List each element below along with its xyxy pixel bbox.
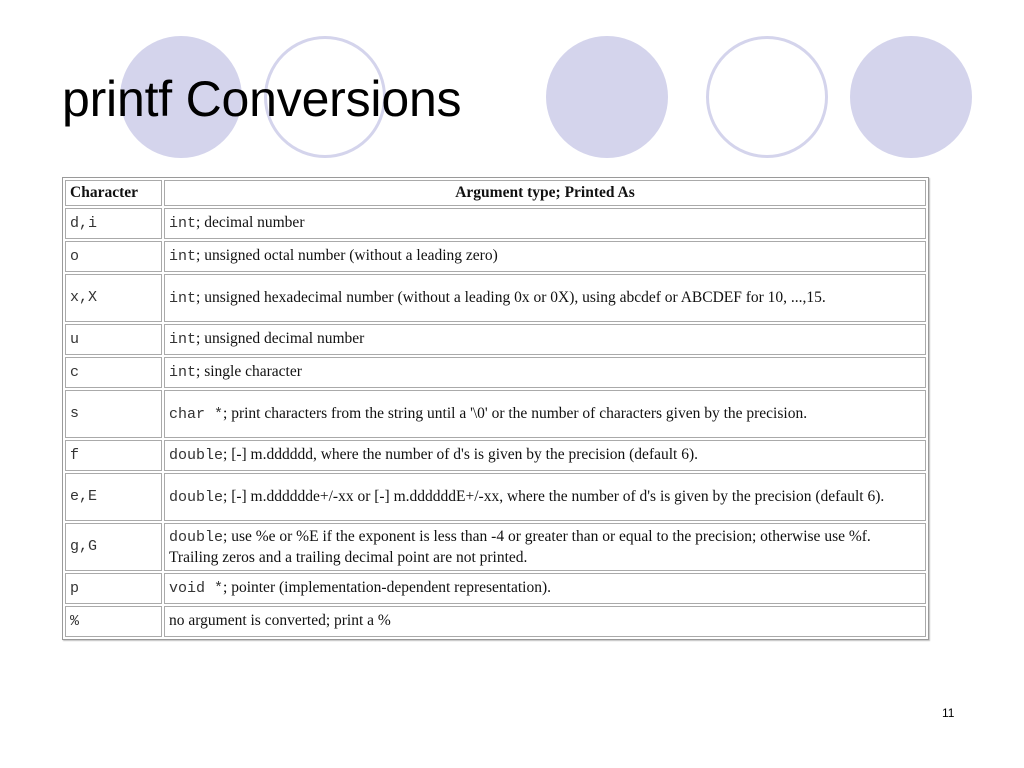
description-cell bbox=[164, 523, 926, 571]
table-row bbox=[65, 440, 926, 471]
type-code: int bbox=[169, 289, 197, 307]
description-text: ; [-] m.dddddd, where the number of d's is given by the precision (default 6). bbox=[223, 446, 699, 463]
description-cell bbox=[164, 573, 926, 604]
character-cell: p bbox=[65, 573, 162, 604]
description-cell bbox=[164, 274, 926, 322]
table-row bbox=[65, 523, 926, 571]
character-cell: x,X bbox=[65, 274, 162, 322]
table-row bbox=[65, 473, 926, 521]
header-argument-type: Argument type; Printed As bbox=[164, 180, 926, 206]
character-cell: c bbox=[65, 357, 162, 388]
description-text: ; unsigned decimal number bbox=[196, 330, 365, 347]
description-cell bbox=[164, 606, 926, 637]
table-row bbox=[65, 573, 926, 604]
type-code: char * bbox=[169, 405, 224, 423]
type-code: int bbox=[169, 331, 197, 348]
description-text: ; single character bbox=[196, 363, 302, 380]
character-cell: o bbox=[65, 241, 162, 272]
type-code: int bbox=[169, 364, 197, 381]
type-code: double bbox=[169, 447, 224, 464]
table-header-row bbox=[65, 180, 926, 206]
description-text: ; unsigned octal number (without a leading zero) bbox=[196, 247, 498, 264]
table-row bbox=[65, 357, 926, 388]
description-cell bbox=[164, 208, 926, 239]
table-row bbox=[65, 390, 926, 438]
table-row bbox=[65, 208, 926, 239]
decorative-circle-3 bbox=[546, 36, 668, 158]
character-cell: u bbox=[65, 324, 162, 355]
description-text: ; use %e or %E if the exponent is less than -4 or greater than or equal to the precision; otherwise use %f. Trailing zeros and a trailing decimal point are not printed. bbox=[169, 527, 871, 566]
slide-title: printf Conversions bbox=[62, 71, 462, 127]
type-code: int bbox=[169, 215, 197, 232]
table-row bbox=[65, 606, 926, 637]
description-text: ; unsigned hexadecimal number (without a leading 0x or 0X), using abcdef or ABCDEF for 10, ...,15. bbox=[196, 288, 826, 306]
description-text: no argument is converted; print a % bbox=[169, 612, 391, 629]
character-cell: g,G bbox=[65, 523, 162, 571]
character-cell: % bbox=[65, 606, 162, 637]
type-code: double bbox=[169, 528, 224, 546]
header-character: Character bbox=[65, 180, 162, 206]
character-cell: s bbox=[65, 390, 162, 438]
description-cell bbox=[164, 241, 926, 272]
description-cell bbox=[164, 440, 926, 471]
description-cell bbox=[164, 473, 926, 521]
page-number: 11 bbox=[942, 706, 955, 720]
table-row bbox=[65, 324, 926, 355]
table-row bbox=[65, 274, 926, 322]
decorative-circle-4 bbox=[706, 36, 828, 158]
description-text: ; pointer (implementation-dependent representation). bbox=[223, 579, 551, 596]
description-text: ; [-] m.dddddde+/-xx or [-] m.ddddddE+/-xx, where the number of d's is given by the precision (default 6). bbox=[223, 487, 885, 505]
description-text: ; print characters from the string until a '\0' or the number of characters given by the precision. bbox=[223, 404, 808, 422]
decorative-circle-5 bbox=[850, 36, 972, 158]
conversions-table bbox=[62, 177, 929, 640]
table-row bbox=[65, 241, 926, 272]
description-cell bbox=[164, 390, 926, 438]
description-cell bbox=[164, 324, 926, 355]
type-code: int bbox=[169, 248, 197, 265]
description-cell bbox=[164, 357, 926, 388]
character-cell: e,E bbox=[65, 473, 162, 521]
description-text: ; decimal number bbox=[196, 214, 305, 231]
character-cell: d,i bbox=[65, 208, 162, 239]
character-cell: f bbox=[65, 440, 162, 471]
type-code: void * bbox=[169, 580, 224, 597]
type-code: double bbox=[169, 488, 224, 506]
